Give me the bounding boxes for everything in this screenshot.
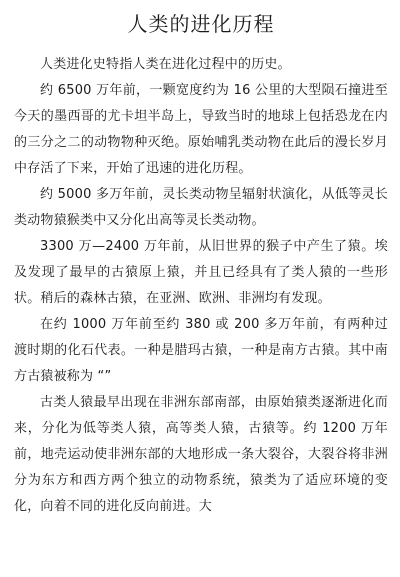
paragraph-primate-radiation: 约 5000 多万年前，灵长类动物呈辐射状演化，从低等灵长类动物猿猴类中又分化出高等灵长类动物。 [14,187,388,228]
paragraph-meteor-impact: 约 6500 万年前，一颗宽度约为 16 公里的大型陨石撞进至今天的墨西哥的尤卡坦半岛上，导致当时的地球上包括恐龙在内的三分之二的动物物种灭绝。原始哺乳类动物在此后的漫长岁月中存活了下来，开始了迅速的进化历程。 [14,83,388,176]
paragraph-transitional-fossils: 在约 1000 万年前至约 380 或 200 多万年前，有两种过渡时期的化石代表。一种是腊玛古猿，一种是南方古猿。其中南方古猿被称为 “” [14,317,388,384]
paragraph-african-rift: 古类人猿最早出现在非洲东部南部，由原始猿类逐渐进化而来，分化为低等类人猿，高等类人猿，古猿等。约 1200 万年前，地壳运动使非洲东部的大地形成一条大裂谷，大裂谷将非洲分为东方和西方两个独立的动物系统，猿类为了适应环境的变化，向着不同的进化反向前进。大 [14,395,388,514]
paragraph-intro: 人类进化史特指人类在进化过程中的历史。 [40,57,291,72]
paragraph-early-apes: 3300 万—2400 万年前，从旧世界的猴子中产生了猿。埃及发现了最早的古猿原上猿，并且已经具有了类人猿的一些形状。稍后的森林古猿，在亚洲、欧洲、非洲均有发现。 [14,239,388,306]
page-title: 人类的进化历程 [127,12,275,36]
